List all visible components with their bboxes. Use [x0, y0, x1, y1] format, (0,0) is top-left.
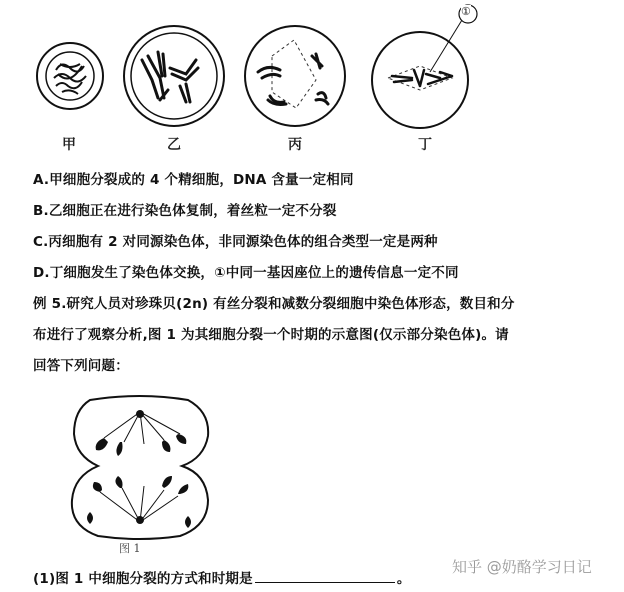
example-line-1: 例 5.研究人员对珍珠贝(2n) 有丝分裂和减数分裂细胞中染色体形态，数目和分 — [33, 296, 515, 312]
option-d: D.丁细胞发生了染色体交换，①中同一基因座位上的遗传信息一定不同 — [33, 265, 459, 281]
cell-label-jia: 甲 — [62, 137, 76, 153]
cell-ding — [372, 5, 477, 128]
figure-1 — [60, 392, 220, 557]
watermark: 知乎 @奶酪学习日记 — [452, 558, 592, 576]
marker-label: ① — [461, 5, 471, 18]
cell-diagram-svg — [0, 0, 624, 160]
option-b: B.乙细胞正在进行染色体复制，着丝粒一定不分裂 — [33, 203, 337, 219]
question-prefix: (1)图 1 中细胞分裂的方式和时期是 — [33, 571, 253, 587]
figure-caption: 图 1 — [119, 542, 141, 555]
option-a: A.甲细胞分裂成的 4 个精细胞，DNA 含量一定相同 — [33, 172, 354, 188]
cell-diagrams — [0, 0, 624, 160]
question-1 — [33, 567, 411, 587]
option-c: C.丙细胞有 2 对同源染色体，非同源染色体的组合类型一定是两种 — [33, 234, 438, 250]
question-suffix: 。 — [396, 571, 411, 587]
answer-blank[interactable] — [255, 570, 395, 583]
cell-label-yi: 乙 — [167, 137, 181, 153]
figure-1-svg — [60, 392, 220, 542]
cell-label-bing: 丙 — [288, 137, 302, 153]
cell-label-ding: 丁 — [418, 137, 432, 153]
cell-yi — [124, 26, 224, 126]
example-line-3: 回答下列问题： — [33, 358, 129, 374]
example-line-2: 布进行了观察分析,图 1 为其细胞分裂一个时期的示意图(仅示部分染色体)。请 — [33, 327, 509, 343]
cell-jia — [37, 43, 103, 109]
cell-bing — [245, 26, 345, 126]
